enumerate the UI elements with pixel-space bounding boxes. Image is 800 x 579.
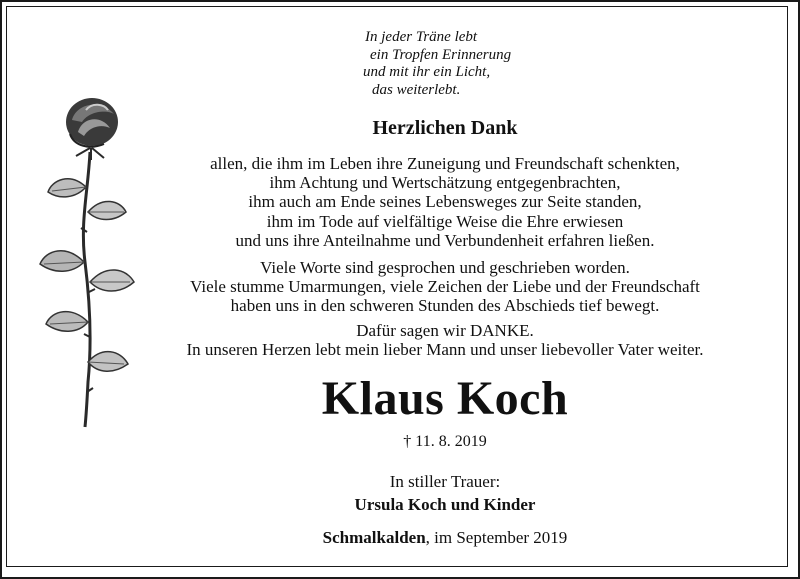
text-line: ihm auch am Ende seines Lebensweges zur Seite standen,: [248, 192, 642, 212]
mourners: Ursula Koch und Kinder: [354, 495, 536, 514]
text-line: In unseren Herzen lebt mein lieber Mann und unser liebevoller Vater weiter.: [186, 340, 704, 360]
text-line: ihm im Tode auf vielfältige Weise die Ehre erwiesen: [266, 211, 624, 231]
thanks-paragraph-1: [145, 154, 745, 250]
text-line: Dafür sagen wir DANKE.: [356, 321, 534, 340]
thanks-heading: Herzlichen Dank: [372, 117, 518, 139]
mourning-intro: In stiller Trauer:: [389, 472, 501, 491]
text-line: Viele stumme Umarmungen, viele Zeichen der Liebe und der Freundschaft: [190, 277, 700, 297]
text-line: Viele Worte sind gesprochen und geschrieben worden.: [260, 258, 630, 277]
place-date: [145, 528, 745, 548]
deceased-name: Klaus Koch: [321, 372, 569, 425]
text-line: haben uns in den schweren Stunden des Abschieds tief bewegt.: [230, 296, 660, 316]
city: Schmalkalden: [322, 528, 426, 547]
text-line: allen, die ihm im Leben ihre Zuneigung und Freundschaft schenkten,: [210, 154, 680, 173]
poem-line: und mit ihr ein Licht,: [363, 64, 491, 80]
death-date: † 11. 8. 2019: [403, 433, 487, 450]
mourning-block: [145, 470, 745, 516]
rose-icon: [30, 92, 145, 432]
poem: [355, 29, 511, 99]
poem-line: In jeder Träne lebt: [365, 29, 478, 45]
date: , im September 2019: [425, 528, 568, 547]
poem-line: das weiterlebt.: [372, 81, 461, 98]
poem-line: ein Tropfen Erinnerung: [370, 46, 512, 63]
text-line: und uns ihre Anteilnahme und Verbundenheit erfahren ließen.: [235, 230, 655, 250]
text-line: ihm Achtung und Wertschätzung entgegenbrachten,: [269, 173, 621, 193]
thanks-paragraph-2: [145, 258, 745, 316]
thanks-paragraph-3: [145, 321, 745, 359]
